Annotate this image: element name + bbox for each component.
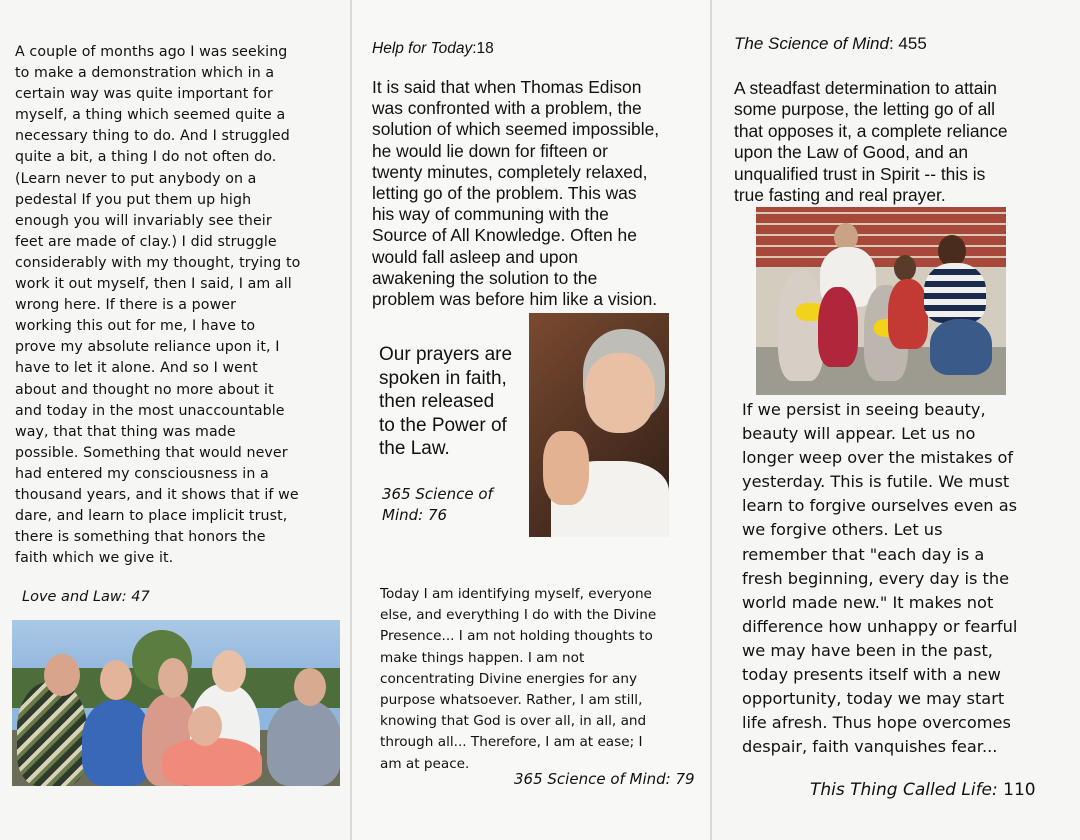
right-citation-title: This Thing Called Life:: [810, 780, 998, 800]
face-4: [212, 650, 246, 692]
right-panel: [712, 0, 1080, 840]
middle-citation3: 365 Science of Mind: 79: [514, 770, 695, 788]
right-body-text2: If we persist in seeing beauty, beauty will appear. Let us no longer weep over the mistakes of yesterday. This is futile. We must learn to forgive ourselves even as we forgive others. Let us remember that "each day is a fresh beginning, every day is the world made new." It makes not difference how unhappy or fearful we may have been in the past, today presents itself with a new opportunity, today we may start life afresh. Thus hope overcomes despair, faith vanquishes fear...: [742, 400, 1018, 757]
group-photo-women: [12, 620, 340, 786]
face-3: [158, 658, 188, 698]
speaker-photo: [529, 313, 669, 537]
right-header-num: : 455: [888, 34, 927, 53]
middle-panel: [352, 0, 710, 840]
face-2: [100, 660, 132, 700]
woman-jeans: [930, 319, 992, 375]
speaker-face: [585, 353, 655, 433]
right-header-title: The Science of Mind: [734, 34, 889, 53]
prayer-text: Our prayers are spoken in faith, then released to the Power of the Law.: [379, 344, 513, 460]
person-6: [267, 700, 340, 786]
right-citation: [810, 780, 1036, 800]
child-red-shirt: [818, 287, 858, 367]
middle-header-num: :18: [472, 40, 494, 57]
face-6: [294, 668, 326, 706]
middle-header: [372, 40, 494, 58]
face-5: [188, 706, 222, 746]
woman-striped-shirt: [924, 263, 986, 323]
person-5: [162, 738, 262, 786]
left-panel: [0, 0, 350, 840]
brick-wall: [756, 207, 1006, 267]
face-1: [44, 654, 80, 696]
middle-body-text: It is said that when Thomas Edison was confronted with a problem, the solution of which seemed impossible, he would lie down for fifteen or twenty minutes, completely relaxed, letting go of the problem. This was his way of communing with the Source of All Knowledge. Often he would fall asleep and upon awakening the solution to the problem was before him like a vision.: [372, 77, 660, 310]
right-citation-num: 110: [997, 780, 1036, 800]
left-citation: Love and Law: 47: [22, 589, 150, 605]
person-1: [17, 682, 87, 786]
right-header: [734, 34, 927, 54]
affirmation-text: Today I am identifying myself, everyone else, and everything I do with the Divine Presence... I am not holding thoughts to make things happen. I am not concentrating Divine energies for any purpose whatsoever. Rather, I am still, knowing that God is over all, in all, and through all... Therefore, I am at ease; I am at peace.: [380, 586, 657, 772]
middle-header-title: Help for Today: [372, 40, 473, 57]
left-body-text: A couple of months ago I was seeking to make a demonstration which in a certain way was quite important for myself, a thing which seemed quite a necessary thing to do. And I struggled quite a bit, a thing I do not often do. (Learn never to put anybody on a pedestal If you put them up high enough you will invariably see their feet are made of clay.) I did struggle considerably with my thought, trying to work it out myself, then I said, I am all wrong here. If there is a power working this out for me, I have to prove my absolute reliance upon it, I have to let it alone. And so I went about and thought no more about it and today in the most unaccountable way, that that thing was made possible. Something that would never had entered my consciousness in a thousand years, and it shows that if we dare, and learn to place implicit trust, there is something that honors the faith which we give it.: [15, 44, 301, 567]
right-body-text: A steadfast determination to attain some purpose, the letting go of all that opposes it, a complete reliance upon the Law of Good, and an unqualified trust in Spirit -- this is true fasting and real prayer.: [734, 78, 1008, 206]
speaker-hand: [543, 431, 589, 505]
middle-citation2: 365 Science of Mind: 76: [382, 485, 493, 524]
family-dogs-photo: [756, 207, 1006, 395]
boy-shirt: [888, 279, 928, 349]
boy-face: [894, 255, 916, 281]
